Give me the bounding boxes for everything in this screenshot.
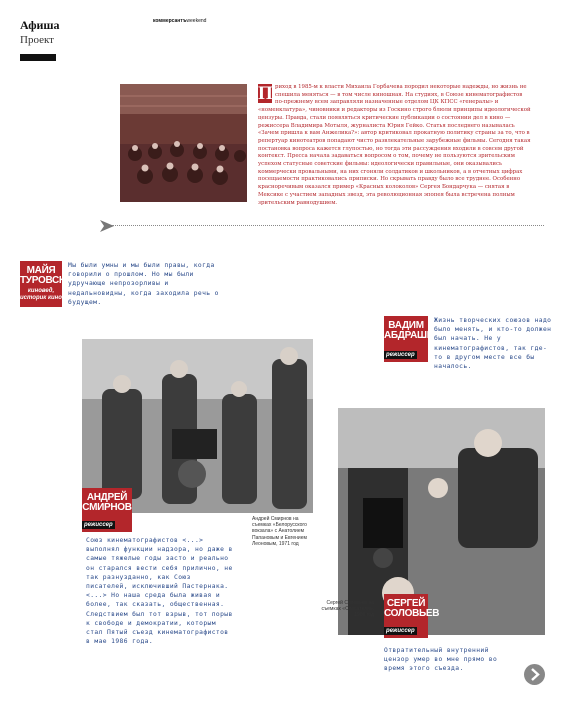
badge-role: режиссер [386, 628, 415, 634]
masthead-suffix: weekend [186, 18, 207, 24]
badge-name-first: МАЙЯ [26, 265, 56, 276]
badge-name-first: СЕРГЕЙ [386, 598, 426, 609]
turovskaya-badge [20, 261, 79, 307]
abdrashitov-badge [384, 316, 454, 362]
intro-text: риход в 1985-м к власти Михаила Горбачева породил некоторые надежды, но жизнь не спешила меняться — в том числе киношная. На студиях, в Союзе кинематографистов по-прежнему всем заправляли назначенные отделом ЦК КПСС «генералы» и «номенклатура», чиновники и редакторы из Госкино строго блюли принципы идеологической цензуры. Правда, стали появляться критические публикации о состоянии дел в кино — режиссера Владимира Мотыля, журналиста Юрия Гейко. Статья последнего называлась «Зачем пришла к вам Анжелика?»: автор критиковал прокатную политику страны за то, что в репертуар кинотеатров попадают чисто развлекательные зарубежные фильмы. Сегодня такая постановка вопроса кажется глупостью, но тогда эти рассуждения входили в совсем другой контекст. Пресса начала задаваться вопросом о том, почему не пользуются зрительским успехом статусные советские фильмы: идеологически правильные, они оказывались коммерчески провальными, на них сгоняли солдатиков и школьников, а в отчетных цифрах посещаемости практиковались приписки. Но скрывать правду было все труднее. Особенно красноречивым оказался пример «Красных колоколов» Сергея Бондарчука — снятая в Мексике с участием западных звезд, эта революционная эпопея была встречена полным зрительским равнодушием. [258, 84, 531, 206]
intro-paragraph [258, 84, 532, 207]
smirnov-quote: Союз кинематографистов <...> выполнял функции надзора, но даже в самые тяжелые годы засто и реально он старался вести себя прилично, не так разнузданно, как Союз писателей, исключивший Пастернака. <...> Но наша среда была живая и более, так сказать, общественная. Следствием был тот взрыв, тот порыв к свободе и демократии, которым стал Пятый съезд кинематографистов в мае 1986 года. [86, 537, 233, 646]
badge-name-first: АНДРЕЙ [86, 492, 128, 503]
next-page-icon[interactable] [524, 664, 545, 685]
badge-name-first: ВАДИМ [388, 320, 424, 331]
congress-photo [120, 84, 247, 202]
turovskaya-quote: Мы были умны и мы были правы, когда говорили о прошлом. Но мы были удручающе непрозорливы и недальновидны, когда заходила речь о будущем. [68, 262, 219, 306]
badge-name-last: ТУРОВСКАЯ [20, 275, 79, 286]
section-subtitle: Проект [20, 34, 54, 46]
badge-name-last: СМИРНОВ [82, 502, 132, 513]
masthead [153, 18, 206, 24]
badge-role: киновед, историк кино [20, 288, 62, 301]
section-bar [20, 54, 56, 61]
soloviev-badge [384, 594, 440, 638]
badge-name-last: СОЛОВЬЕВ [384, 608, 440, 619]
badge-name-last: АБДРАШИТОВ [384, 330, 454, 341]
masthead-brand: коммерсантъ [153, 18, 187, 24]
drop-cap: П [258, 83, 273, 104]
dotted-divider [112, 225, 544, 226]
badge-role: режиссер [386, 352, 415, 358]
abdrashitov-quote: Жизнь творческих союзов надо было менять, и кто-то должен был начать. Не у кинематографистов, так где-то в другом месте все бы началось. [434, 317, 552, 371]
section-title: Афиша [20, 18, 60, 32]
soloviev-caption: Сергей Соловьев на съемках «Спасателя», 1980 год [321, 600, 374, 619]
badge-role: режиссер [84, 522, 113, 528]
soloviev-quote: Отвратительный внутренний цензор умер во мне прямо во время этого съезда. [384, 647, 498, 673]
play-arrow-icon [100, 218, 114, 237]
smirnov-badge [82, 488, 132, 532]
smirnov-photo [82, 339, 313, 513]
smirnov-caption: Андрей Смирнов на съемках «Белорусского вокзала» с Анатолием Папановым и Евгением Леоновым, 1971 год [252, 516, 307, 547]
